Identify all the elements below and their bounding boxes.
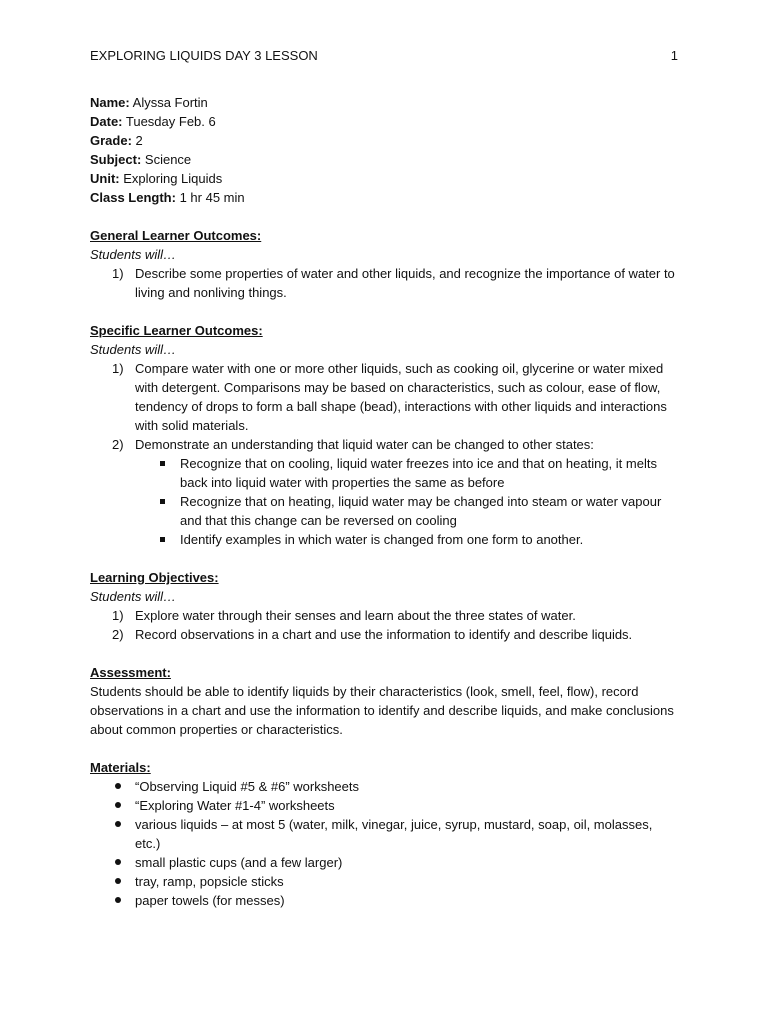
bullet-icon <box>115 821 121 827</box>
info-value: Alyssa Fortin <box>129 95 208 110</box>
list-item <box>90 796 680 815</box>
info-value: Science <box>141 152 192 167</box>
learning-objectives-section <box>90 568 680 644</box>
info-value: Exploring Liquids <box>119 171 223 186</box>
bullet-list <box>90 777 680 910</box>
info-class-length <box>90 188 680 207</box>
list-number: 2) <box>112 437 124 452</box>
info-value: 1 hr 45 min <box>175 190 245 205</box>
list-item-text: tray, ramp, popsicle sticks <box>135 874 284 889</box>
list-item-text: “Exploring Water #1-4” worksheets <box>135 798 335 813</box>
info-label: Date: <box>90 114 123 129</box>
sub-list-item <box>135 492 680 530</box>
numbered-list <box>90 264 680 302</box>
list-number: 1) <box>112 361 124 376</box>
info-date <box>90 112 680 131</box>
list-item <box>90 435 680 549</box>
square-bullet-icon <box>160 461 165 466</box>
info-label: Name: <box>90 95 130 110</box>
list-item <box>90 359 680 435</box>
info-unit <box>90 169 680 188</box>
document-body <box>90 93 680 910</box>
list-item-text: Record observations in a chart and use the information to identify and describe liquids. <box>135 627 633 642</box>
list-number: 2) <box>112 627 124 642</box>
section-heading: Specific Learner Outcomes: <box>90 323 263 338</box>
bullet-icon <box>115 859 121 865</box>
list-item-text: “Observing Liquid #5 & #6” worksheets <box>135 779 360 794</box>
assessment-text: Students should be able to identify liquids by their characteristics (look, smell, feel, flow), record observations in a chart and use the information to identify and describe liquids, and make conclusions about common properties or characteristics. <box>90 684 674 737</box>
info-label: Class Length: <box>90 190 176 205</box>
section-heading: Learning Objectives: <box>90 570 219 585</box>
info-subject <box>90 150 680 169</box>
list-item <box>90 872 680 891</box>
list-item-text: paper towels (for messes) <box>135 893 285 908</box>
page-header <box>90 47 678 65</box>
lesson-info <box>90 93 680 207</box>
list-item-text: Describe some properties of water and other liquids, and recognize the importance of water to living and nonliving things. <box>135 266 675 300</box>
list-item <box>90 625 680 644</box>
bullet-icon <box>115 802 121 808</box>
sub-bullet-list <box>135 454 680 549</box>
list-item-text: Demonstrate an understanding that liquid water can be changed to other states: <box>135 437 594 452</box>
list-item-text: Compare water with one or more other liquids, such as cooking oil, glycerine or water mixed with detergent. Comparisons may be based on characteristics, such as colour, ease of flow, tendency of drops to form a ball shape (bead), interactions with other liquids and interactions with solid materials. <box>135 361 667 433</box>
list-item <box>90 853 680 872</box>
list-item <box>90 606 680 625</box>
info-value: 2 <box>131 133 143 148</box>
sub-list-item-text: Recognize that on heating, liquid water may be changed into steam or water vapour and that this change can be reversed on cooling <box>180 494 662 528</box>
info-label: Unit: <box>90 171 120 186</box>
square-bullet-icon <box>160 499 165 504</box>
section-heading: Assessment: <box>90 665 171 680</box>
sub-list-item <box>135 530 680 549</box>
bullet-icon <box>115 878 121 884</box>
assessment-section <box>90 663 680 739</box>
page-number: 1 <box>670 48 678 63</box>
materials-section <box>90 758 680 910</box>
bullet-icon <box>115 897 121 903</box>
square-bullet-icon <box>160 537 165 542</box>
bullet-icon <box>115 783 121 789</box>
list-item-text: small plastic cups (and a few larger) <box>135 855 343 870</box>
list-item-text: Explore water through their senses and learn about the three states of water. <box>135 608 576 623</box>
sub-list-item-text: Identify examples in which water is changed from one form to another. <box>180 532 584 547</box>
section-intro: Students will… <box>90 342 176 357</box>
info-value: Tuesday Feb. 6 <box>122 114 216 129</box>
numbered-list <box>90 606 680 644</box>
numbered-list <box>90 359 680 549</box>
specific-outcomes-section <box>90 321 680 549</box>
section-intro: Students will… <box>90 247 176 262</box>
list-item <box>90 891 680 910</box>
list-number: 1) <box>112 266 124 281</box>
section-heading: Materials: <box>90 760 151 775</box>
list-item <box>90 815 680 853</box>
section-heading: General Learner Outcomes: <box>90 228 262 243</box>
info-label: Grade: <box>90 133 132 148</box>
info-grade <box>90 131 680 150</box>
general-outcomes-section <box>90 226 680 302</box>
info-label: Subject: <box>90 152 142 167</box>
list-item <box>90 777 680 796</box>
sub-list-item <box>135 454 680 492</box>
list-item-text: various liquids – at most 5 (water, milk, vinegar, juice, syrup, mustard, soap, oil, molasses, etc.) <box>135 817 653 851</box>
list-item <box>90 264 680 302</box>
section-intro: Students will… <box>90 589 176 604</box>
header-title: EXPLORING LIQUIDS DAY 3 LESSON <box>90 48 318 63</box>
sub-list-item-text: Recognize that on cooling, liquid water freezes into ice and that on heating, it melts back into liquid water with properties the same as before <box>180 456 657 490</box>
info-name <box>90 93 680 112</box>
list-number: 1) <box>112 608 124 623</box>
